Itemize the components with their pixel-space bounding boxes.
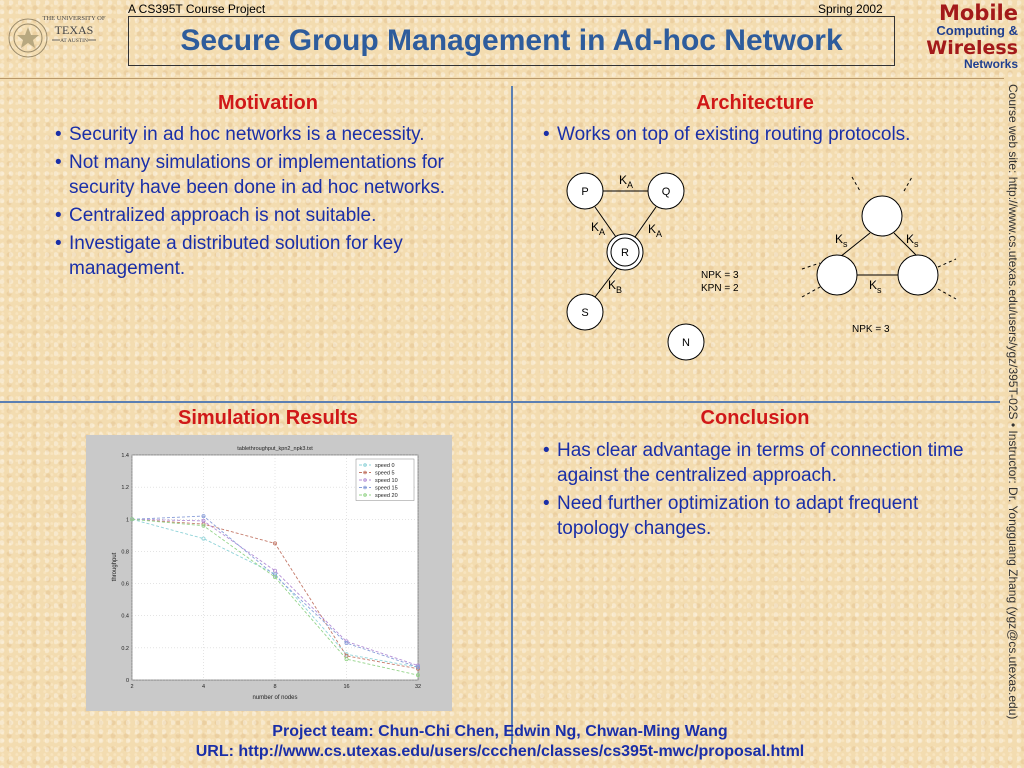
svg-text:Ks: $K_s$: [906, 232, 919, 249]
list-item: • Not many simulations or implementations for security have been done in ad hoc networks.: [52, 150, 502, 200]
brand-line2: Computing &: [936, 23, 1018, 38]
horizontal-divider: [0, 401, 1000, 403]
svg-text:KA: $K_A$: [619, 173, 634, 190]
brand-line1: Mobile: [939, 1, 1018, 25]
chart-ylabel: throughput: [112, 552, 118, 582]
node-s: [567, 294, 603, 330]
key-label-ks-left: [835, 232, 848, 249]
course-label: A CS395T Course Project: [128, 2, 266, 16]
logo-line2: TEXAS: [54, 23, 94, 37]
chart-y-tick-label: 0.8: [121, 549, 129, 556]
side-info-text: Course web site: http://www.cs.utexas.edu/users/ygz/395T-02S • Instructor: Dr. Yongguang Zhang (ygz@cs.utexas.edu): [1006, 84, 1020, 720]
project-team: Project team: Chun-Chi Chen, Edwin Ng, Chwan-Ming Wang: [272, 723, 728, 740]
node-top: [862, 196, 902, 236]
chart-x-tick-label: 32: [414, 684, 422, 690]
logo-line3: AT AUSTIN: [60, 38, 88, 44]
simulation-title: Simulation Results: [177, 407, 359, 429]
svg-text:P: P: [581, 186, 589, 198]
chart-x-tick-label: 4: [201, 684, 206, 690]
svg-text:KB: $K_B$: [608, 278, 623, 295]
throughput-chart: [86, 435, 452, 711]
motivation-title: Motivation: [218, 92, 318, 114]
logo-line1: THE UNIVERSITY OF: [42, 15, 106, 22]
node-n: [668, 324, 704, 360]
conclusion-title: Conclusion: [700, 407, 810, 429]
key-label-ks-bottom: [869, 278, 882, 295]
chart-legend-label: speed 5: [375, 470, 395, 477]
list-item: • Works on top of existing routing protocols.: [540, 122, 990, 147]
list-item: • Need further optimization to adapt frequent topology changes.: [540, 491, 980, 541]
project-url[interactable]: URL: http://www.cs.utexas.edu/users/ccchen/classes/cs395t-mwc/proposal.html: [195, 743, 805, 760]
chart-xlabel: number of nodes: [252, 695, 298, 701]
svg-text:Q: Q: [661, 186, 671, 198]
architecture-list: [540, 122, 990, 150]
key-label-pq: [619, 173, 633, 190]
chart-y-tick-label: 0.4: [121, 613, 129, 620]
side-info: [1002, 84, 1024, 744]
key-label-pr: [591, 220, 605, 237]
key-label-qr: [648, 222, 662, 239]
brand-line3: Wireless: [926, 37, 1018, 59]
chart-legend-label: speed 0: [375, 463, 395, 469]
key-label-rs: [608, 278, 622, 295]
chart-legend-label: speed 20: [375, 493, 398, 499]
architecture-title: Architecture: [696, 92, 814, 114]
node-left: [817, 255, 857, 295]
node-p: [567, 173, 603, 209]
svg-text:KA: $K_A$: [591, 220, 606, 237]
chart-x-tick-label: 16: [343, 684, 350, 690]
list-item: • Has clear advantage in terms of connection time against the centralized approach.: [540, 438, 980, 488]
chart-x-tick-label: 8: [273, 684, 277, 690]
svg-text:R: R: [621, 247, 629, 259]
npk-right-label: NPK = 3: [852, 324, 890, 335]
chart-legend-label: speed 10: [375, 478, 398, 484]
list-item: • Security in ad hoc networks is a necessity.: [52, 122, 502, 147]
conclusion-list: [540, 438, 980, 544]
motivation-list: [52, 122, 502, 284]
vertical-divider: [511, 86, 513, 744]
brand-logo: [900, 2, 1018, 71]
svg-text:Ks: $K_s$: [869, 278, 882, 295]
chart-legend-label: speed 15: [375, 485, 398, 492]
list-item: • Investigate a distributed solution for key management.: [52, 231, 502, 281]
architecture-diagram: [540, 165, 980, 365]
svg-text:KA: $K_A$: [648, 222, 663, 239]
brand-line4: Networks: [963, 57, 1018, 71]
chart-y-tick-label: 1: [125, 517, 129, 524]
node-q: [648, 173, 684, 209]
node-r: [607, 234, 643, 270]
header-divider: [0, 78, 1004, 79]
chart-y-tick-label: 0: [125, 678, 129, 684]
term-label: Spring 2002: [818, 2, 883, 16]
chart-y-tick-label: 0.6: [121, 581, 129, 588]
university-logo: [4, 2, 108, 74]
chart-y-tick-label: 0.2: [121, 645, 129, 652]
chart-y-tick-label: 1.4: [121, 453, 129, 459]
chart-title: tablethroughput_kpn2_npk3.txt: [237, 446, 313, 452]
kpn-left-label: KPN = 2: [701, 283, 739, 294]
title-box: [128, 16, 895, 66]
list-item: • Centralized approach is not suitable.: [52, 203, 502, 228]
page-title: Secure Group Management in Ad-hoc Network: [180, 24, 843, 57]
svg-text:S: S: [581, 307, 589, 319]
footer: [60, 722, 940, 762]
chart-y-tick-label: 1.2: [121, 485, 129, 492]
svg-text:Ks: $K_s$: [835, 232, 848, 249]
node-right: [898, 255, 938, 295]
chart-x-tick-label: 2: [130, 684, 134, 690]
npk-left-label: NPK = 3: [701, 270, 739, 281]
svg-text:N: N: [682, 337, 690, 349]
